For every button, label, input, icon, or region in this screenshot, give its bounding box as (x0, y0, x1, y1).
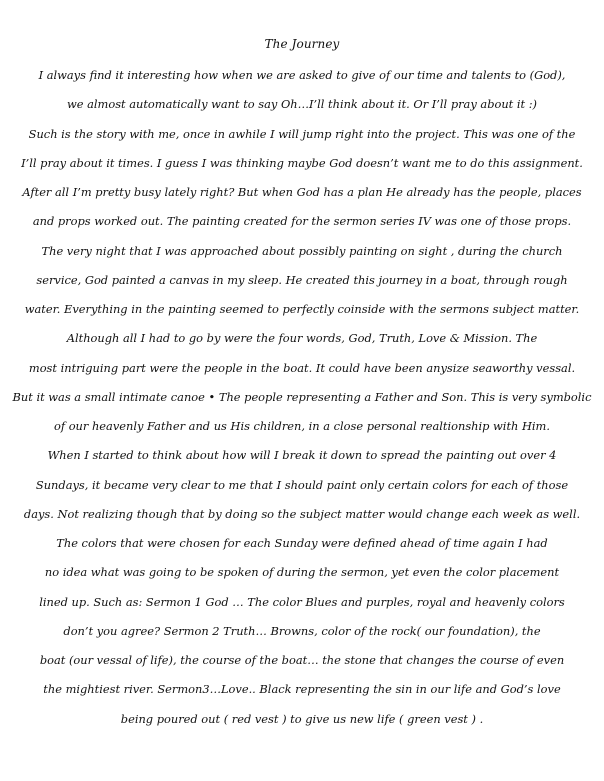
text-line: Although all I had to go by were the four words, God, Truth, Love & Mission. The (66, 331, 538, 346)
text-line: When I started to think about how will I break it down to spread the painting out over 4 (47, 448, 557, 463)
text-line: I’ll pray about it times. I guess I was thinking maybe God doesn’t want me to do this assignment. (21, 155, 583, 170)
text-line: Sundays, it became very clear to me that I should paint only certain colors for each of those (35, 477, 569, 492)
text-line: of our heavenly Father and us His children, in a close personal realtionship with Him. (54, 419, 550, 433)
text-line: we almost automatically want to say Oh…I’ll think about it. Or I’ll pray about it :) (66, 97, 537, 112)
text-line: don’t you agree? Sermon 2 Truth… Browns, color of the rock( our foundation), the (63, 623, 541, 638)
text-line: water. Everything in the painting seemed to perfectly coinside with the sermons subject matter. (24, 302, 580, 316)
text-line: the mightiest river. Sermon3…Love.. Black representing the sin in our life and God’s love (43, 682, 561, 697)
text-line: I always find it interesting how when we are asked to give of our time and talents to (God), (38, 68, 566, 82)
text-line: Such is the story with me, once in awhile I will jump right into the project. This was one of the (28, 126, 576, 141)
document-body (8, 61, 596, 734)
text-line: lined up. Such as: Sermon 1 God … The color Blues and purples, royal and heavenly colors (39, 594, 565, 609)
text-line: no idea what was going to be spoken of during the sermon, yet even the color placement (44, 565, 560, 580)
document-title: The Journey (264, 37, 340, 51)
text-line: After all I’m pretty busy lately right? But when God has a plan He already has the people, places (22, 185, 582, 199)
text-line: days. Not realizing though that by doing so the subject matter would change each week as well. (23, 506, 581, 521)
text-line: most intriguing part were the people in the boat. It could have been anysize seaworthy vessal. (28, 360, 576, 375)
text-line: But it was a small intimate canoe • The people representing a Father and Son. This is very symbolic (12, 389, 592, 404)
text-line: The colors that were chosen for each Sunday were defined ahead of time again I had (56, 536, 548, 550)
text-line: service, God painted a canvas in my sleep. He created this journey in a boat, through rough (36, 272, 568, 287)
text-line: being poured out ( red vest ) to give us new life ( green vest ) . (120, 711, 484, 726)
text-line: and props worked out. The painting created for the sermon series IV was one of those props. (32, 214, 572, 229)
text-line: The very night that I was approached about possibly painting on sight , during the church (41, 243, 563, 258)
text-line: boat (our vessal of life), the course of the boat… the stone that changes the course of even (39, 653, 565, 667)
